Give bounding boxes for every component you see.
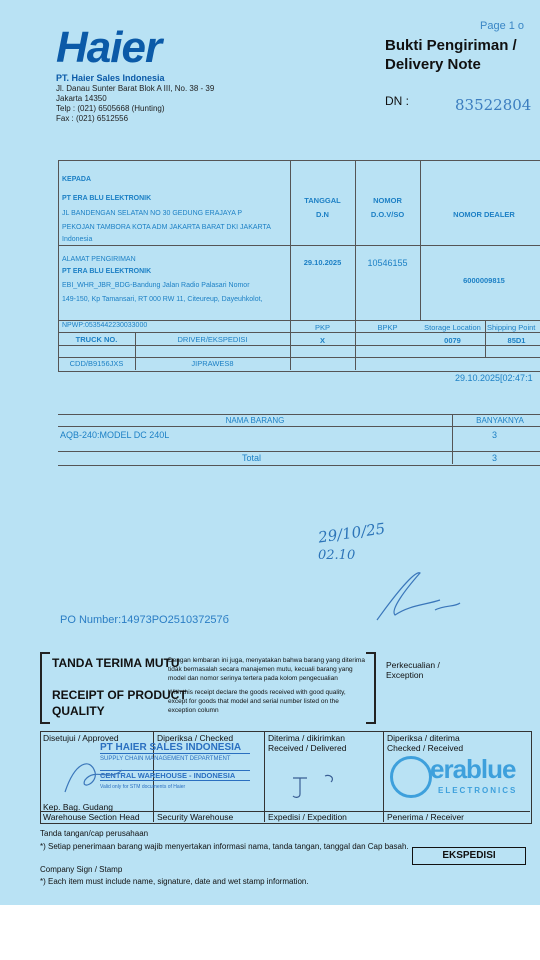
dealer-label: NOMOR DEALER [453,210,515,219]
tanggal-value: 29.10.2025 [303,258,342,267]
footer-note-1: *) Setiap penerimaan barang wajib menyertakan informasi nama, tanda tangan, tanggal dan Cap basah. [40,842,409,851]
shipping-label: Shipping Point [487,323,536,332]
nomor-label: NOMOR [373,196,402,205]
truck-label: TRUCK NO. [75,335,118,344]
handwritten-time: 02.10 [318,548,356,563]
warehouse-head-label-1: Kep. Bag. Gudang [43,802,113,812]
ship-label: ALAMAT PENGIRIMAN [62,256,136,263]
total-label: Total [242,453,262,463]
stamp-line-3: CENTRAL WAREHOUSE - INDONESIA [100,770,250,781]
bpkp-label: BPKP [377,323,398,332]
total-qty: 3 [492,453,498,463]
haier-logo: Haier [56,23,162,72]
footer-note-2: *) Each item must include name, signature, date and wet stamp information. [40,877,309,886]
receipt-title-id: TANDA TERIMA MUTU [52,656,180,670]
erablue-circle-icon [390,756,432,798]
storage-label: Storage Location [424,323,481,332]
storage-value: 0079 [444,336,461,345]
handwritten-date: 29/10/25 [317,519,387,547]
checked-label: Diperiksa / Checked [157,733,234,743]
receipt-title-en-2: QUALITY [52,704,105,718]
company-name: PT. Haier Sales Indonesia [56,73,165,83]
page-number: Page 1 o [480,20,525,32]
stamp-line-2: SUPPLY CHAIN MANAGEMENT DEPARTMENT [100,756,231,762]
item-qty: 3 [492,430,498,440]
company-address-2: Jakarta 14350 [56,94,107,103]
item-name: AQB-240:MODEL DC 240L [60,430,170,440]
consignee-address-2: PEKOJAN TAMBORA KOTA ADM JAKARTA BARAT DKI JAKARTA [62,224,271,231]
checked-received-label: Diperiksa / diterima Checked / Received [387,733,464,753]
ship-address-2: 149-150, Kp Tamansari, RT 000 RW 11, Citeureup, Dayeuhkolot, [62,296,263,303]
receipt-text-id: Dengan lembaran ini juga, menyatakan bahwa barang yang diterima tidak bermasalah secara manajemen mutu, kecuali barang yang model dan nomor serinya tertera pada kolom pengecualian [168,657,365,682]
company-sign-label: Company Sign / Stamp [40,865,123,874]
col-banyaknya: BANYAKNYA [476,416,524,425]
pkp-value: X [319,336,325,345]
consignee-address-3: Indonesia [62,236,93,243]
po-number: PO Number:14973PO251037257б [60,614,229,626]
expedition-label: Expedisi / Expedition [268,812,347,822]
receiver-label: Penerima / Receiver [387,812,465,822]
receipt-bracket-left [40,652,50,724]
npwp: NPWP:0535442230033000 [62,322,148,329]
exception-label: Perkecualian / Exception [386,660,440,680]
kepada-label: KEPADA [62,176,92,183]
warehouse-head-label-2: Warehouse Section Head [43,812,140,822]
shipping-value: 85D1 [507,336,526,345]
security-warehouse-label: Security Warehouse [157,812,234,822]
receipt-text-en: With this receipt declare the goods received with good quality, except for goods that model and serial number listed on the exception column [168,689,346,714]
stamp-line-4: Valid only for STM documents of Haier [100,784,186,790]
nomor-value: 10546155 [367,258,408,268]
stamp-line-1: PT HAIER SALES INDONESIA [100,742,250,754]
dn-col-label: D.N [316,210,329,219]
consignee-name: PT ERA BLU ELEKTRONIK [62,195,152,202]
dealer-value: 6000009815 [463,276,505,285]
ship-address-1: EBI_WHR_JBR_BDG-Bandung Jalan Radio Palasari Nomor [62,282,250,289]
warehouse-signature [60,752,130,802]
receipt-bracket-right [366,652,376,724]
expedition-signature [285,766,375,806]
doc-title-1: Bukti Pengiriman / [385,37,517,54]
company-phone: Telp : (021) 6505668 (Hunting) [56,104,165,113]
doc-title-2: Delivery Note [385,56,481,73]
truck-value: CDD/B9156JXS [69,359,124,368]
ekspedisi-box: EKSPEDISI [412,847,526,865]
company-fax: Fax : (021) 6512556 [56,114,129,123]
erablue-logo: erablue [430,754,516,784]
company-address-1: Jl. Danau Sunter Barat Blok A III, No. 38 - 39 [56,84,215,93]
tanggal-label: TANGGAL [304,196,341,205]
dn-number: 83522804 [455,96,532,114]
driver-label: DRIVER/EKSPEDISI [177,335,248,344]
receipt-title-en-1: RECEIPT OF PRODUCT [52,688,187,702]
pkp-label: PKP [314,323,330,332]
ship-name: PT ERA BLU ELEKTRONIK [62,268,152,275]
consignee-address-1: JL BANDENGAN SELATAN NO 30 GEDUNG ERAJAYA P [62,210,243,217]
approved-label: Disetujui / Approved [43,733,119,743]
dovso-label: D.O.V/SO [370,210,405,219]
erablue-stamp [390,752,525,807]
col-nama-barang: NAMA BARANG [225,416,285,425]
driver-value: JIPRAWES8 [191,359,234,368]
erablue-logo-sub: ELECTRONICS [438,786,518,795]
handwritten-signature [365,565,465,625]
print-timestamp: 29.10.2025[02:47:1 [455,373,533,383]
dn-label: DN : [385,94,409,108]
sign-label: Tanda tangan/cap perusahaan [40,829,149,838]
received-delivered-label: Diterima / dikirimkan Received / Delivered [268,733,347,753]
